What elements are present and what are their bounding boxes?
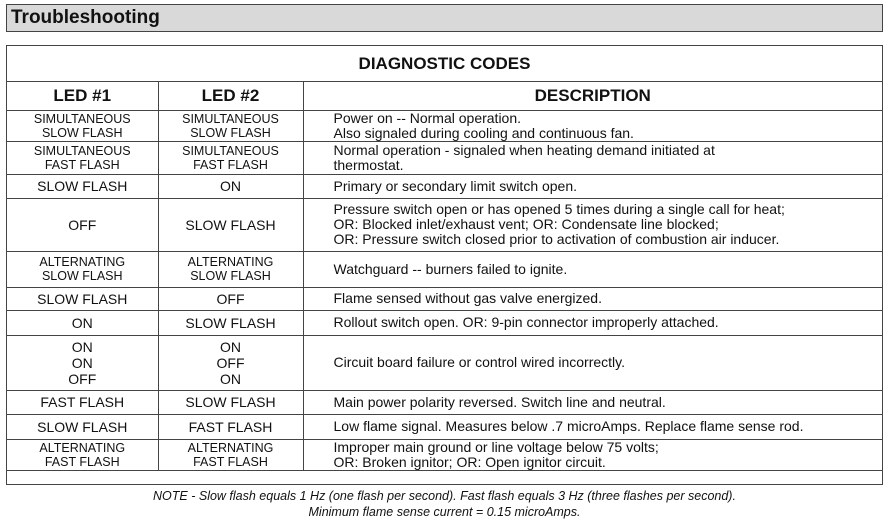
- description-line: OR: Pressure switch closed prior to activation of combustion air inducer.: [333, 231, 780, 247]
- led2-cell: [158, 335, 303, 390]
- led-state-line: SLOW FLASH: [37, 418, 128, 435]
- description-line: Power on -- Normal operation.: [333, 110, 522, 126]
- led-state-line: SIMULTANEOUS: [33, 111, 131, 126]
- led-state-line: SLOW FLASH: [190, 269, 271, 283]
- led-state-line: SLOW FLASH: [185, 394, 276, 410]
- led1-cell: [7, 390, 158, 414]
- led1-cell: [7, 310, 158, 335]
- led2-cell: [158, 287, 303, 310]
- led2-cell: [158, 174, 303, 198]
- led-state-line: SLOW FLASH: [37, 290, 128, 307]
- led2-cell: [158, 414, 303, 439]
- description-cell: [303, 335, 882, 390]
- led-state-line: ALTERNATING: [187, 255, 274, 269]
- table-row: [7, 174, 882, 198]
- description-line: Rollout switch open. OR: 9-pin connector improperly attached.: [333, 314, 719, 330]
- table-row: [7, 141, 882, 174]
- table-row: [7, 198, 882, 251]
- table-row: [7, 310, 882, 335]
- led-state-line: SLOW FLASH: [190, 125, 271, 140]
- header-row: [7, 82, 882, 110]
- led-state-line: SIMULTANEOUS: [33, 143, 131, 158]
- led1-cell: [7, 141, 158, 174]
- led-state-line: OFF: [216, 290, 245, 307]
- section-header: [6, 4, 883, 32]
- led-state-line: ALTERNATING: [39, 440, 126, 455]
- led-state-line: FAST FLASH: [193, 157, 268, 172]
- led-state-line: FAST FLASH: [193, 454, 268, 469]
- description-line: OR: Blocked inlet/exhaust vent; OR: Condensate line blocked;: [333, 216, 719, 232]
- led2-cell: [158, 439, 303, 470]
- header-description: DESCRIPTION: [303, 82, 882, 110]
- diagnostic-codes-table: [7, 82, 882, 471]
- description-line: thermostat.: [333, 156, 404, 173]
- section-title: Troubleshooting: [11, 7, 160, 28]
- table-row: [7, 335, 882, 390]
- table-row: [7, 110, 882, 141]
- led2-cell: [158, 110, 303, 141]
- description-cell: [303, 174, 882, 198]
- led1-cell: [7, 439, 158, 470]
- led2-cell: [158, 390, 303, 414]
- led1-cell: [7, 251, 158, 287]
- led1-cell: [7, 174, 158, 198]
- led1-cell: [7, 287, 158, 310]
- led-state-line: SLOW FLASH: [41, 125, 123, 140]
- table-row: [7, 287, 882, 310]
- led1-cell: [7, 414, 158, 439]
- description-cell: [303, 310, 882, 335]
- led-state-line: SIMULTANEOUS: [182, 111, 279, 126]
- led-state-line: ALTERNATING: [39, 255, 126, 269]
- description-cell: [303, 287, 882, 310]
- led-state-line: SLOW FLASH: [37, 178, 128, 194]
- led-state-line: SLOW FLASH: [185, 216, 276, 233]
- led-state-line: ON: [220, 338, 241, 355]
- description-line: Low flame signal. Measures below .7 microAmps. Replace flame sense rod.: [333, 418, 804, 434]
- led-state-line: ON: [71, 314, 93, 331]
- description-line: Watchguard -- burners failed to ignite.: [333, 260, 568, 277]
- description-line: Pressure switch open or has opened 5 times during a single call for heat;: [333, 201, 785, 217]
- table-row: [7, 251, 882, 287]
- led-state-line: SLOW FLASH: [185, 314, 276, 331]
- description-cell: [303, 251, 882, 287]
- led2-cell: [158, 198, 303, 251]
- description-line: Also signaled during cooling and continuous fan.: [333, 124, 634, 141]
- led1-cell: [7, 335, 158, 390]
- led2-cell: [158, 251, 303, 287]
- table-row: [7, 439, 882, 470]
- description-line: Flame sensed without gas valve energized.: [333, 290, 602, 306]
- description-cell: [303, 198, 882, 251]
- led2-cell: [158, 141, 303, 174]
- table-row: [7, 414, 882, 439]
- description-line: Primary or secondary limit switch open.: [333, 177, 578, 194]
- led-state-line: FAST FLASH: [44, 157, 120, 172]
- led-state-line: ON: [220, 178, 241, 194]
- note-flash-rates: NOTE - Slow flash equals 1 Hz (one flash per second). Fast flash equals 3 Hz (three flashes per second).: [153, 489, 736, 503]
- led-state-line: SIMULTANEOUS: [182, 143, 279, 158]
- led-state-line: OFF: [216, 354, 245, 371]
- led-state-line: ON: [220, 370, 241, 387]
- diagnostic-codes-panel: [6, 45, 883, 485]
- description-cell: [303, 110, 882, 141]
- led-state-line: ALTERNATING: [187, 440, 274, 455]
- led-state-line: OFF: [68, 216, 97, 233]
- led1-cell: [7, 198, 158, 251]
- led2-cell: [158, 310, 303, 335]
- table-title: DIAGNOSTIC CODES: [7, 46, 882, 82]
- led-state-line: OFF: [68, 370, 97, 387]
- note-flame-current: Minimum flame sense current = 0.15 microAmps.: [308, 505, 581, 519]
- header-led1: LED #1: [7, 82, 158, 110]
- description-cell: [303, 390, 882, 414]
- description-cell: [303, 439, 882, 470]
- led-state-line: ON: [71, 338, 93, 355]
- description-cell: [303, 141, 882, 174]
- led-state-line: FAST FLASH: [44, 454, 120, 469]
- description-line: Improper main ground or line voltage below 75 volts;: [333, 439, 659, 455]
- led-state-line: FAST FLASH: [188, 418, 273, 435]
- led-state-line: SLOW FLASH: [41, 269, 123, 283]
- table-row: [7, 390, 882, 414]
- led1-cell: [7, 110, 158, 141]
- header-led2: LED #2: [158, 82, 303, 110]
- description-line: Circuit board failure or control wired incorrectly.: [333, 354, 626, 370]
- description-cell: [303, 414, 882, 439]
- description-line: Normal operation - signaled when heating demand initiated at: [333, 141, 715, 158]
- description-line: OR: Broken ignitor; OR: Open ignitor circuit.: [333, 453, 606, 470]
- led-state-line: ON: [71, 354, 93, 371]
- description-line: Main power polarity reversed. Switch line and neutral.: [333, 393, 666, 410]
- led-state-line: FAST FLASH: [40, 394, 125, 410]
